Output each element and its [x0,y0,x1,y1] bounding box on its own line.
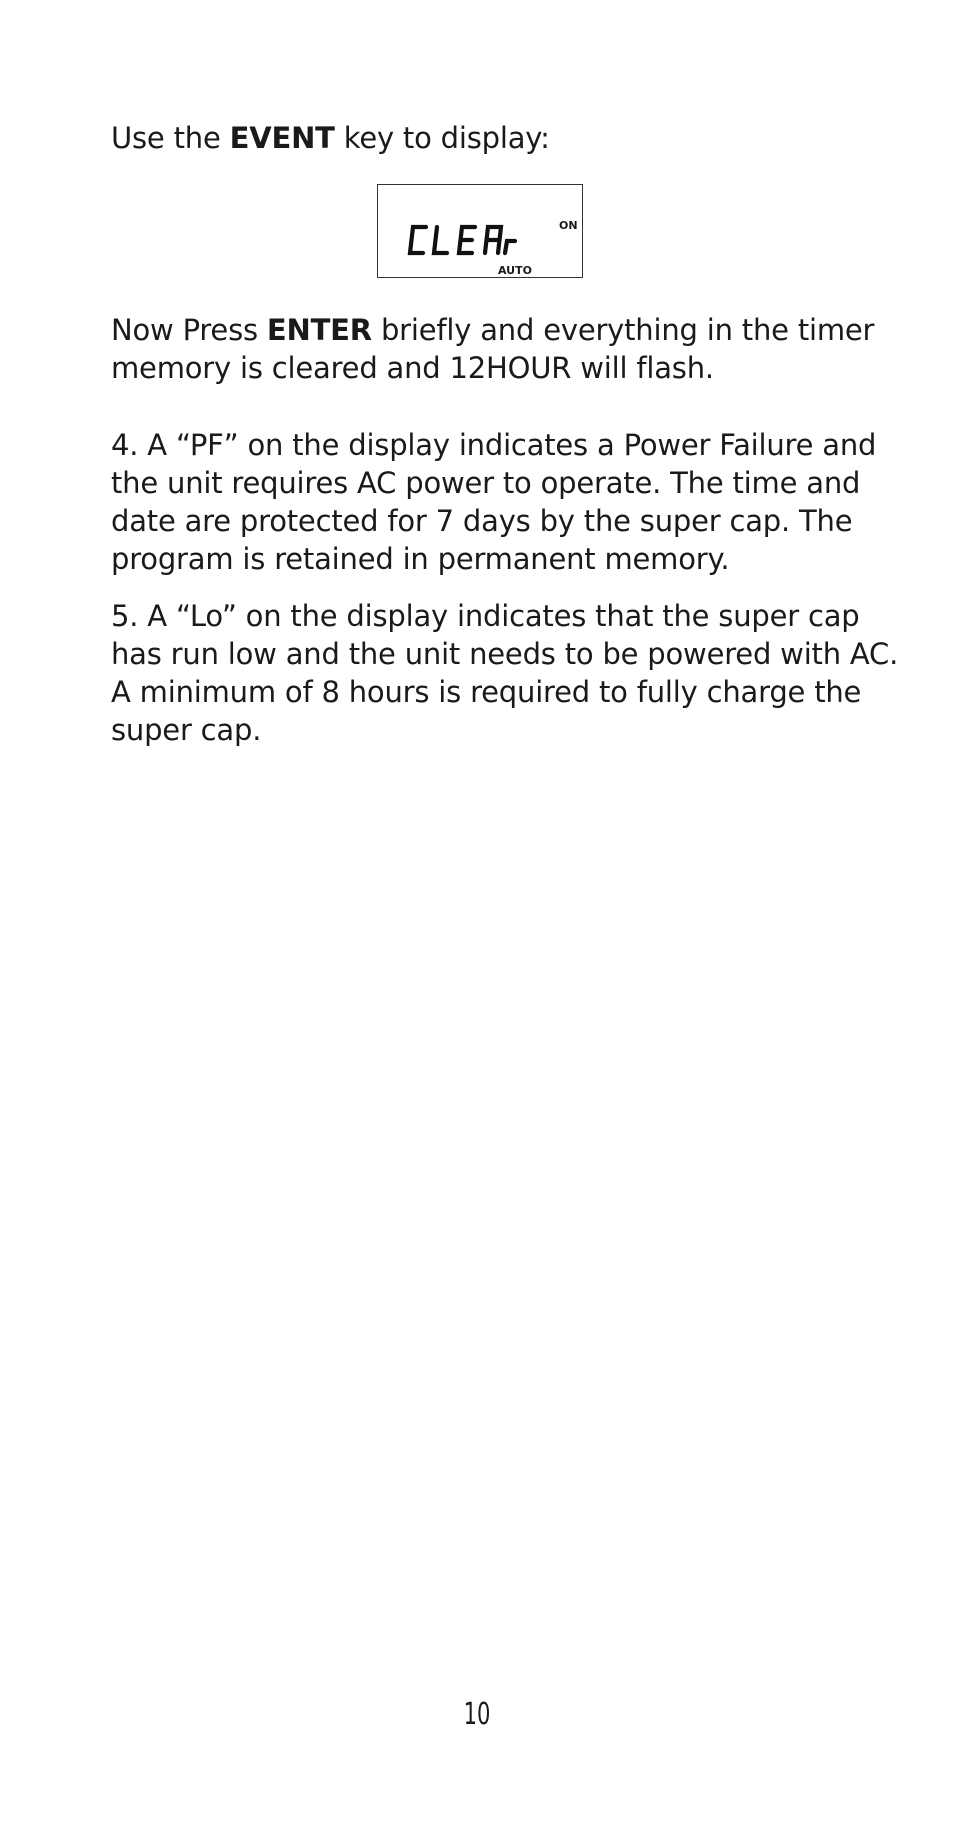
lcd-on-indicator: ON [559,219,578,232]
enter-text-after: briefly and everything in the timer memory is cleared and 12HOUR will flash. [111,313,875,385]
intro-text-before: Use the [111,121,230,155]
lcd-auto-indicator: AUTO [498,264,532,277]
lcd-clear-readout [378,185,584,279]
enter-instruction [111,311,911,387]
intro-instruction [111,119,911,157]
intro-text-after: key to display: [334,121,550,155]
lcd-display-illustration [377,184,583,278]
power-failure-note: 4. A “PF” on the display indicates a Power Failure and the unit requires AC power to operate. The time and date are protected for 7 days by the super cap. The program is retained in permanent memory. [111,428,877,576]
enter-text-before: Now Press [111,313,267,347]
low-supercap-note: 5. A “Lo” on the display indicates that the super cap has run low and the unit needs to be powered with AC. A minimum of 8 hours is required to fully charge the super cap. [111,599,899,747]
event-key-label: EVENT [229,121,335,155]
page-number: 10 [463,1697,491,1732]
enter-key-label: ENTER [266,313,372,347]
